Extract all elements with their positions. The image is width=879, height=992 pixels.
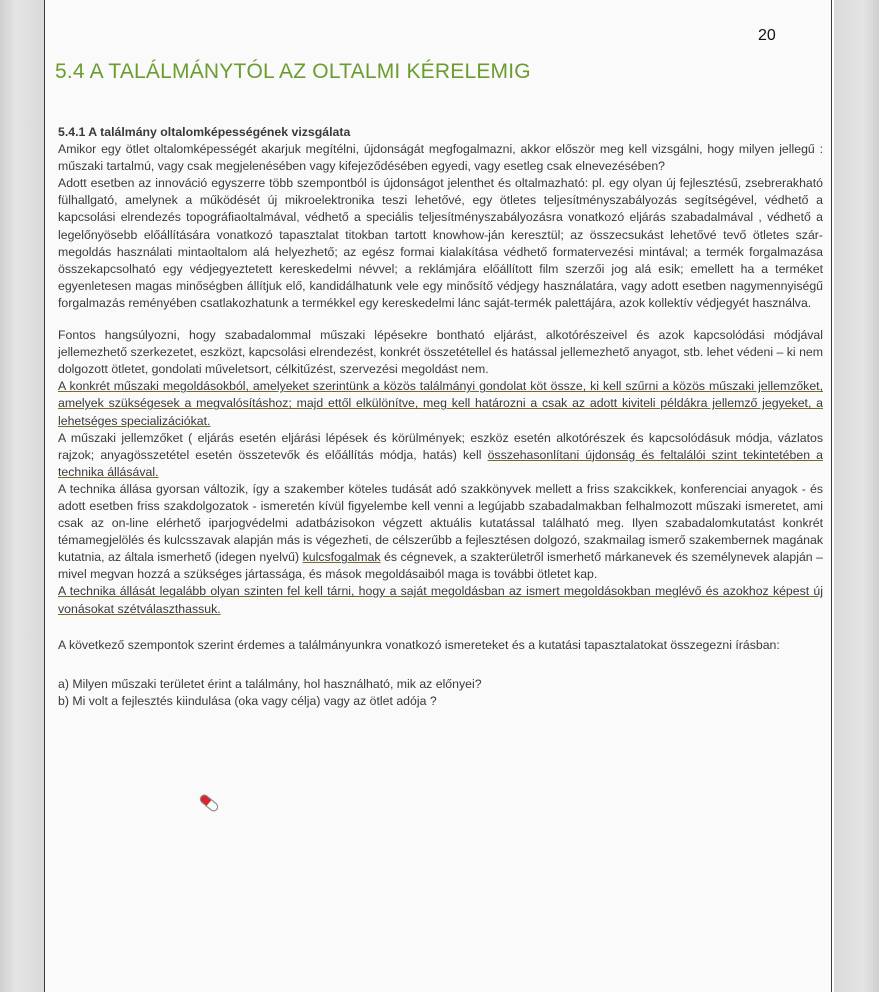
pill-capsule-icon[interactable] <box>196 790 222 816</box>
background-right-margin <box>834 0 879 992</box>
background-left-margin <box>0 0 44 992</box>
section-title: 5.4 A TALÁLMÁNYTÓL AZ OLTALMI KÉRELEMIG <box>55 60 531 83</box>
paragraph-8: A következő szempontok szerint érdemes a találmányunkra vonatkozó ismereteket és a kutatási tapasztalatokat összegezni írásban: <box>58 637 780 652</box>
paragraph-6-text-c: és cégnevek, a szakterületről ismerhető márkanevek és személynevek alapján – mivel megvan hozzá a szükséges jártassága, és mások megoldásaiból maga is további ötletet kap. <box>58 550 823 582</box>
paragraph-2: Adott esetben az innováció egyszerre több szempontból is újdonságot jelenthet és oltalmazható: pl. egy olyan új fejlesztésű, zsebrerakható fülhallgató, amelynek a működését új mikroelektronika teszi lehetővé, egy ötletes teljesítményszabályozás segítségével, védhető a kapcsolási elrendezés topográfiaoltalmával, védhető a speciális teljesítményszabályozásra vonatkozó eljárás szabadalmával , védhető a legelőnyösebb előállítására vonatkozó tapasztalat titokban tartott knowhow-ján keresztül; az összecsukást lehetővé tevő ötletes szár-megoldás használati mintaoltalom alá helyezhető; az egész formai kialakítása védhető formatervezési mintával; a termék forgalmazása összekapcsolható egy védjegyeztetett kereskedelmi névvel; a reklámjára előállított film szerzői jog alá esik; emellett ha a terméket egyenletesen magas minőségben állítjuk elő, kandidálhatunk vele egy minősítő védjegy használatára, vagy adott esetben nagymennyiségű forgalmazás reményében csatlakozhatunk a termékkel egy kereskedelmi lánc saját-termék palettájára, azok kollektív védjegyét használva. <box>58 176 823 310</box>
spacer <box>58 654 823 676</box>
spacer <box>58 312 823 327</box>
paragraph-5-underlined: összehasonlítani újdonság és feltalálói szint tekintetében a technika állásával. <box>58 447 823 479</box>
paragraph-1: Amikor egy ötlet oltalomképességét akarjuk megítélni, újdonságát megfogalmazni, akkor először meg kell vizsgálni, hogy milyen jellegű : műszaki tartalmú, vagy csak megjelenésében vagy kifejeződésében egyedi, vagy esetleg csak elnevezésében? <box>58 142 823 174</box>
paragraph-5-text: A műszaki jellemzőket ( eljárás esetén eljárási lépések és körülmények; eszköz esetén alkotórészek és kapcsolódásuk módja, vázlatos rajzok; anyagösszetétel esetén összetevők és előállítás módja, hatás) kell <box>58 430 823 462</box>
pill-capsule-icon-graphic <box>196 790 222 816</box>
list-item-a: a) Milyen műszaki területet érint a találmány, hol használható, mik az előnyei? <box>58 676 482 691</box>
paragraph-3: Fontos hangsúlyozni, hogy szabadalommal műszaki lépésekre bontható eljárást, alkotórészeivel és azok kapcsolódási módjával jellemezhető szerkezetet, eszközt, kapcsolási elrendezést, konkrét összetétellel és hatással jellemezhető anyagot, stb. lehet védeni – ki nem dolgozott ötletet, gondolati műveletsort, célkitűzést, szervezési megoldást nem. <box>58 328 823 377</box>
paragraph-6 <box>58 481 823 584</box>
paragraph-6-text-a: A technika állása gyorsan változik, így a szakember köteles tudását adó szakkönyvek mellett a friss szakcikkek, konferenciai anyagok - és adott esetben friss szakdolgozatok - ismeretén kívül figyelembe kell venni a legújabb szabadalmakban felhalmozott műszaki ismeretet, ami csak az on-line elérhető iparjogvédelmi adatbázisokon végzett aktuális kutatással található meg. Ilyen szabadalomkutatást konkrét témamegjelölés és kulcsszavak alapján más is végezheti, de célszerűbb a fejlesztésen dolgozó, szakmailag ismerő szakembernek magának kutatnia, az általa ismerhető (idegen nyelvű) <box>58 481 823 565</box>
list-item-b: b) Mi volt a fejlesztés kiindulása (oka vagy célja) vagy az ötlet adója ? <box>58 693 437 708</box>
paragraph-4-underlined: A konkrét műszaki megoldásokból, amelyeket szerintünk a közös találmányi gondolat köt össze, ki kell szűrni a közös műszaki jellemzőket, amelyek szükségesek a megvalósításhoz; majd ettől elkülönítve, meg kell határozni a csak az adott kiviteli példákra jellemző jegyeket, a lehetséges specializációkat. <box>58 379 823 428</box>
paragraph-5 <box>58 430 823 481</box>
paragraph-7-underlined: A technika állását legalább olyan szinten fel kell tárni, hogy a saját megoldásban az ismert megoldásokban meglévő és azokhoz képest új vonásokat szétválaszthassuk. <box>58 584 823 616</box>
keyword-underlined: kulcsfogalmak <box>302 550 381 565</box>
page-number: 20 <box>758 27 776 44</box>
subsection-heading: 5.4.1 A találmány oltalomképességének vizsgálata <box>58 125 351 139</box>
spacer <box>58 618 823 637</box>
document-body <box>58 124 823 710</box>
